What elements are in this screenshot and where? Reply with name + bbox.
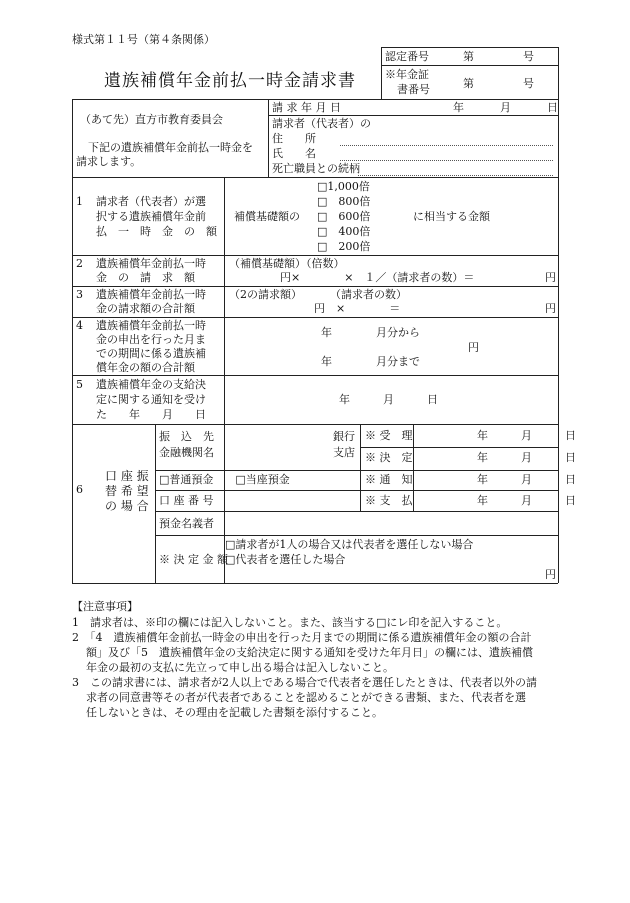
row6-label-2: 替 希 望 (105, 484, 149, 498)
row1-label-1: 請求者（代表者）が選 (96, 195, 206, 208)
branch-suffix: 支店 (333, 446, 355, 459)
notes-heading: 【注意事項】 (72, 600, 138, 613)
multiple-option-600[interactable]: □ 600倍 (317, 210, 371, 223)
relation-label: 死亡職員との続柄 (272, 162, 360, 175)
row6-number: 6 (76, 483, 83, 496)
addressee: （あて先）直方市教育委員会 (80, 113, 223, 126)
row4-label-3: での期間に係る遺族補 (96, 347, 206, 360)
row2-head: （補償基礎額）（倍数） (229, 257, 345, 270)
statement-line-2: 請求します。 (76, 155, 142, 168)
office-notice-date: 年 月 日 (477, 473, 576, 486)
multiple-option-1000[interactable]: □1,000倍 (317, 180, 370, 193)
cert-dai: 第 (463, 50, 474, 63)
row4-from: 年 月分から (321, 326, 420, 339)
row5-label-1: 遺族補償年金の支給決 (96, 378, 206, 391)
row2-label-2: 金 の 請 求 額 (96, 271, 195, 284)
note-3c: 任しないときは、その理由を記載した書類を添付すること。 (86, 706, 383, 719)
row1-base-label: 補償基礎額の (234, 210, 300, 223)
row1-label-2: 択する遺族補償年金前 (96, 210, 206, 223)
row4-to: 年 月分まで (321, 355, 420, 368)
row2-formula: 円× × １／（請求者の数）＝ (280, 271, 475, 284)
pension-cert-label: ※年金証 (385, 68, 429, 81)
office-decision-label: ※ 決 定 (365, 451, 413, 464)
name-label: 氏 名 (272, 147, 316, 160)
decision-option-representative[interactable]: □代表者を選任した場合 (225, 553, 346, 566)
office-receipt-label: ※ 受 理 (365, 429, 413, 442)
row5-label-3: た 年 月 日 (96, 408, 206, 421)
note-2b: 額」及び「5 遺族補償年金の支給決定に関する通知を受けた年月日」の欄には、遺族補償 (86, 646, 533, 659)
row3-formula: 円 × ＝ (314, 302, 401, 315)
row2-number: 2 (76, 257, 83, 270)
row3-yen: 円 (545, 302, 556, 315)
office-receipt-date: 年 月 日 (477, 429, 576, 442)
row1-suffix: に相当する金額 (413, 210, 490, 223)
bank-label-2: 金融機関名 (159, 446, 214, 459)
multiple-option-800[interactable]: □ 800倍 (317, 195, 371, 208)
claim-day: 日 (547, 101, 558, 114)
row4-label-4: 償年金の額の合計額 (96, 361, 195, 374)
row2-yen: 円 (545, 271, 556, 284)
note-1: 1 請求者は、※印の欄には記入しないこと。また、該当する□にレ印を記入すること。 (72, 616, 508, 629)
form-number: 様式第１１号（第４条関係） (72, 33, 215, 46)
row3-label-2: 金の請求額の合計額 (96, 302, 195, 315)
row5-label-2: 定に関する通知を受け (96, 393, 206, 406)
representative-label: 請求者（代表者）の (272, 117, 371, 130)
page-title: 遺族補償年金前払一時金請求書 (104, 71, 356, 91)
pension-cert-label-2: 書番号 (397, 83, 430, 96)
note-3a: 3 この請求書には、請求者が2人以上である場合で代表者を選任したときは、代表者以外の請 (72, 676, 537, 689)
row4-label-2: 金の申出を行った月ま (96, 333, 206, 346)
row6-label-1: 口 座 振 (105, 469, 149, 483)
note-2a: 2 「4 遺族補償年金前払一時金の申出を行った月までの期間に係る遺族補償年金の額の合計 (72, 631, 532, 644)
decision-amount-label: ※ 決 定 金 額 (159, 553, 228, 566)
decision-yen: 円 (545, 568, 556, 581)
row1-number: 1 (76, 195, 83, 208)
bank-suffix: 銀行 (333, 430, 355, 443)
claim-month: 月 (500, 101, 511, 114)
statement-line-1: 下記の遺族補償年金前払一時金を (88, 141, 253, 154)
claim-date-label: 請 求 年 月 日 (272, 101, 341, 114)
multiple-option-400[interactable]: □ 400倍 (317, 225, 371, 238)
office-decision-date: 年 月 日 (477, 451, 576, 464)
account-type-options[interactable]: □普通預金 □当座預金 (159, 473, 290, 486)
row6-label-3: の 場 合 (105, 499, 149, 513)
row3-label-1: 遺族補償年金前払一時 (96, 288, 206, 301)
decision-option-single[interactable]: □請求者が1人の場合又は代表者を選任しない場合 (225, 538, 474, 551)
pension-dai: 第 (463, 77, 474, 90)
bank-label-1: 振 込 先 (159, 430, 214, 443)
row3-head-2: （請求者の数） (330, 288, 407, 301)
row5-date: 年 月 日 (339, 393, 438, 406)
multiple-option-200[interactable]: □ 200倍 (317, 240, 371, 253)
row5-number: 5 (76, 378, 83, 391)
row4-yen: 円 (468, 341, 479, 354)
row1-label-3: 払 一 時 金 の 額 (96, 225, 217, 238)
note-3b: 求者の同意書等その者が代表者であることを認めることができる書類、また、代表者を選 (86, 691, 526, 704)
note-2c: 年金の最初の支払に先立って申し出る場合は記入しないこと。 (86, 661, 394, 674)
row4-label-1: 遺族補償年金前払一時 (96, 319, 206, 332)
row2-label-1: 遺族補償年金前払一時 (96, 257, 206, 270)
claim-year: 年 (453, 101, 464, 114)
cert-number-label: 認定番号 (385, 50, 429, 63)
account-number-label: 口 座 番 号 (159, 494, 214, 507)
row3-number: 3 (76, 288, 83, 301)
office-payment-label: ※ 支 払 (365, 494, 413, 507)
row3-head-1: （2の請求額） (229, 288, 302, 301)
pension-go: 号 (523, 77, 534, 90)
office-payment-date: 年 月 日 (477, 494, 576, 507)
office-notice-label: ※ 通 知 (365, 473, 413, 486)
address-label: 住 所 (272, 132, 316, 145)
account-holder-label: 預金名義者 (159, 517, 214, 530)
row4-number: 4 (76, 319, 83, 332)
cert-go: 号 (523, 50, 534, 63)
